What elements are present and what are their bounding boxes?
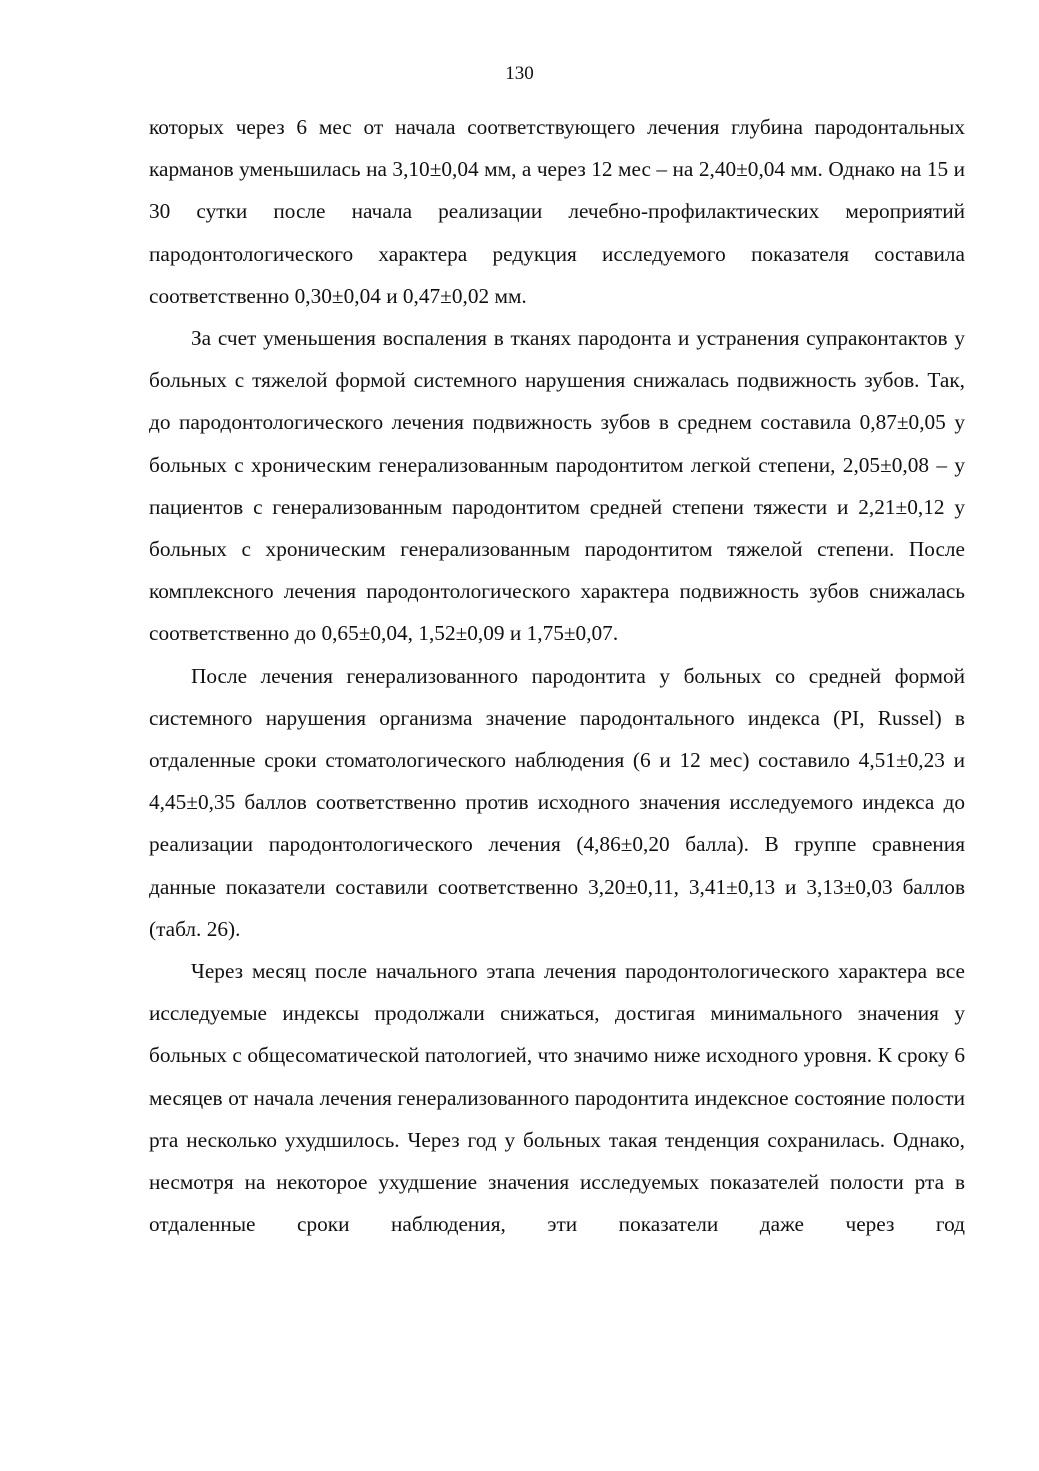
document-body: [149, 106, 965, 1245]
page-number: 130: [505, 63, 534, 84]
paragraph-1: которых через 6 мес от начала соответствующего лечения глубина пародонтальных карманов уменьшилась на 3,10±0,04 мм, а через 12 мес – на 2,40±0,04 мм. Однако на 15 и 30 сутки после начала реализации лечебно-профилактических мероприятий пародонтологического характера редукция исследуемого показателя составила соответственно 0,30±0,04 и 0,47±0,02 мм.: [149, 115, 965, 308]
paragraph-3: После лечения генерализованного пародонтита у больных со средней формой системного нарушения организма значение пародонтального индекса (PI, Russel) в отдаленные сроки стоматологического наблюдения (6 и 12 мес) составило 4,51±0,23 и 4,45±0,35 баллов соответственно против исходного значения исследуемого индекса до реализации пародонтологического лечения (4,86±0,20 балла). В группе сравнения данные показатели составили соответственно 3,20±0,11, 3,41±0,13 и 3,13±0,03 баллов (табл. 26).: [149, 663, 965, 941]
paragraph-2: За счет уменьшения воспаления в тканях пародонта и устранения супраконтактов у больных с тяжелой формой системного нарушения снижалась подвижность зубов. Так, до пародонтологического лечения подвижность зубов в среднем составила 0,87±0,05 у больных с хроническим генерализованным пародонтитом легкой степени, 2,05±0,08 – у пациентов с генерализованным пародонтитом средней степени тяжести и 2,21±0,12 у больных с хроническим генерализованным пародонтитом тяжелой степени. После комплексного лечения пародонтологического характера подвижность зубов снижалась соответственно до 0,65±0,04, 1,52±0,09 и 1,75±0,07.: [149, 326, 965, 646]
paragraph-4: Через месяц после начального этапа лечения пародонтологического характера все исследуемые индексы продолжали снижаться, достигая минимального значения у больных с общесоматической патологией, что значимо ниже исходного уровня. К сроку 6 месяцев от начала лечения генерализованного пародонтита индексное состояние полости рта несколько ухудшилось. Через год у больных такая тенденция сохранилась. Однако, несмотря на некоторое ухудшение значения исследуемых показателей полости рта в отдаленные сроки наблюдения, эти показатели даже через год: [149, 959, 965, 1237]
